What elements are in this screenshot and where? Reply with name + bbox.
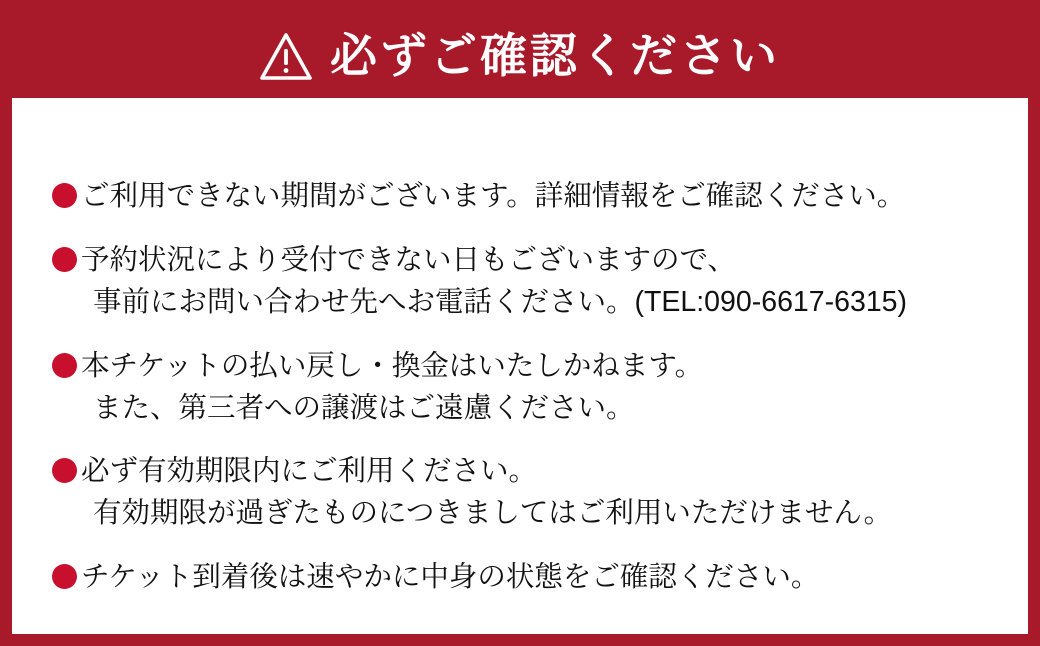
list-item-line: ご利用できない期間がございます。詳細情報をご確認ください。 — [81, 180, 906, 212]
list-item — [52, 557, 988, 599]
notice-list — [12, 98, 1028, 599]
bullet-dot-icon — [52, 458, 77, 483]
list-item-text — [81, 557, 819, 599]
notice-header — [12, 12, 1028, 98]
bullet-dot-icon — [52, 183, 77, 208]
list-item-text — [81, 176, 905, 218]
list-item — [52, 240, 988, 324]
list-item-line: 本チケットの払い戻し・換金はいたしかねます。 — [81, 349, 704, 382]
bullet-dot-icon — [52, 353, 77, 378]
list-item-text — [81, 346, 703, 430]
bullet-dot-icon — [52, 564, 77, 589]
list-item — [52, 451, 988, 535]
list-item-line: 事前にお問い合わせ先へお電話ください。(TEL:090-6617-6315) — [93, 285, 908, 318]
list-item — [52, 346, 988, 430]
list-item-line: 予約状況により受付できない日もございますので、 — [81, 243, 736, 276]
list-item-line: チケット到着後は速やかに中身の状態をご確認ください。 — [81, 561, 820, 594]
list-item-line: また、第三者への譲渡はご遠慮ください。 — [93, 391, 635, 424]
list-item-text — [81, 451, 892, 535]
list-item-line: 有効期限が過ぎたものにつきましてはご利用いただけません。 — [93, 497, 893, 530]
list-item — [52, 176, 988, 218]
bullet-dot-icon — [52, 247, 77, 272]
list-item-line: 必ず有効期限内にご利用ください。 — [81, 455, 538, 488]
warning-triangle-icon — [260, 31, 312, 83]
page-title: 必ずご確認ください — [330, 28, 780, 82]
list-item-text — [81, 240, 907, 324]
